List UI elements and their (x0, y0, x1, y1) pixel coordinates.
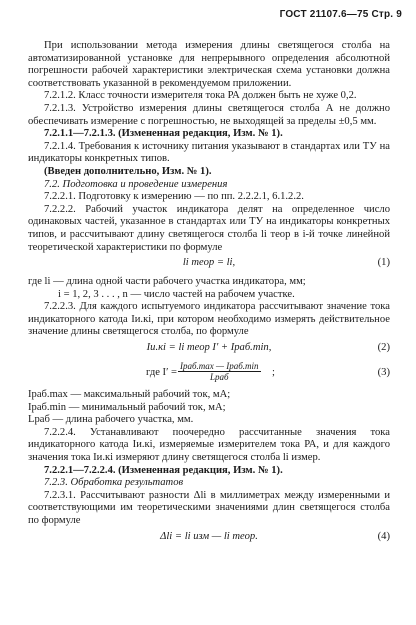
legend-line: Iраб.min — минимальный рабочий ток, мА; (28, 401, 226, 413)
paragraph: 7.2.2.4. Устанавливают поочередно рассчитанные значения тока индикаторного катода Iи.кi, измеряемые измерителем тока РА, и для каждого значения тока Iи.кi измеряют длину светящегося столба li измер. (28, 426, 390, 464)
fraction-denominator: Lраб (210, 372, 229, 383)
amendment-note: 7.2.1.1—7.2.1.3. (Измененная редакция, Изм. № 1). (44, 128, 283, 140)
paragraph: 7.2.2.3. Для каждого испытуемого индикатора рассчитывают значение тока индикаторного катода Iи.кi, при котором необходимо измерять действительное значение длины светящегося столба, по формуле (28, 301, 390, 338)
amendment-note: (Введен дополнительно, Изм. № 1). (44, 165, 212, 177)
formula-number: (2) (377, 342, 390, 354)
paragraph: 7.2.1.4. Требования к источнику питания указывают в стандартах или ТУ на индикаторы конкретных типов. (28, 140, 390, 165)
where-line: i = 1, 2, 3 . . . , n — число частей на рабочем участке. (58, 288, 295, 300)
paragraph: При использовании метода измерения длины светящегося столба на автоматизированной установке для непрерывного определения абсолютной погрешности рабочей характеристики электрическая схема установки должна соответствовать указанной в рекомендуемом приложении. (28, 40, 390, 89)
formula-number: (1) (377, 257, 390, 269)
formula-number: (4) (377, 530, 390, 542)
formula-prefix: где I′ = (146, 367, 178, 379)
amendment-note: 7.2.2.1—7.2.2.4. (Измененная редакция, Изм. № 1). (44, 464, 283, 476)
formula-number: (3) (377, 367, 390, 379)
formula-2 (28, 342, 390, 359)
where-line: где li — длина одной части рабочего участка индикатора, мм; (28, 276, 306, 288)
formula-1 (28, 257, 390, 274)
formula-text: li теор = li, (182, 257, 236, 269)
formula-3 (28, 361, 390, 385)
legend-line: Iраб.max — максимальный рабочий ток, мА; (28, 389, 231, 401)
page-header: ГОСТ 21107.6—75 Стр. 9 (279, 9, 402, 20)
paragraph: 7.2.2.2. Рабочий участок индикатора делят на определенное число одинаковых частей, указанное в стандартах или ТУ на индикаторы конкретных типов, и рассчитывают длину светящегося столба li теор в i-й точке линейной теоретической характеристики по формуле (28, 203, 390, 253)
section-heading: 7.2.3. Обработка результатов (44, 477, 184, 489)
fraction (178, 361, 261, 382)
legend-line: Lраб — длина рабочего участка, мм. (28, 414, 194, 426)
paragraph: 7.2.2.1. Подготовку к измерению — по пп. 2.2.2.1, 6.1.2.2. (44, 191, 304, 203)
fraction-numerator: Iраб.max — Iраб.min (180, 361, 259, 372)
paragraph: 7.2.1.2. Класс точности измерителя тока РА должен быть не хуже 0,2. (44, 90, 357, 102)
formula-suffix: ; (272, 367, 275, 379)
document-body (28, 40, 390, 550)
paragraph: 7.2.1.3. Устройство измерения длины светящегося столба А не должно обеспечивать измерение с погрешностью, не выходящей за пределы ±0,5 мм. (28, 102, 390, 127)
formula-text: Δli = li изм — li теор. (160, 530, 258, 542)
formula-text: Iи.кi = li теор I′ + Iраб.min, (146, 342, 272, 354)
paragraph: 7.2.3.1. Рассчитывают разности Δli в миллиметрах между измеренными и соответствующими им теоретическими значениями длин светящегося столба по формуле (28, 489, 390, 526)
section-heading: 7.2. Подготовка и проведение измерения (44, 178, 228, 190)
formula-4 (28, 531, 390, 548)
